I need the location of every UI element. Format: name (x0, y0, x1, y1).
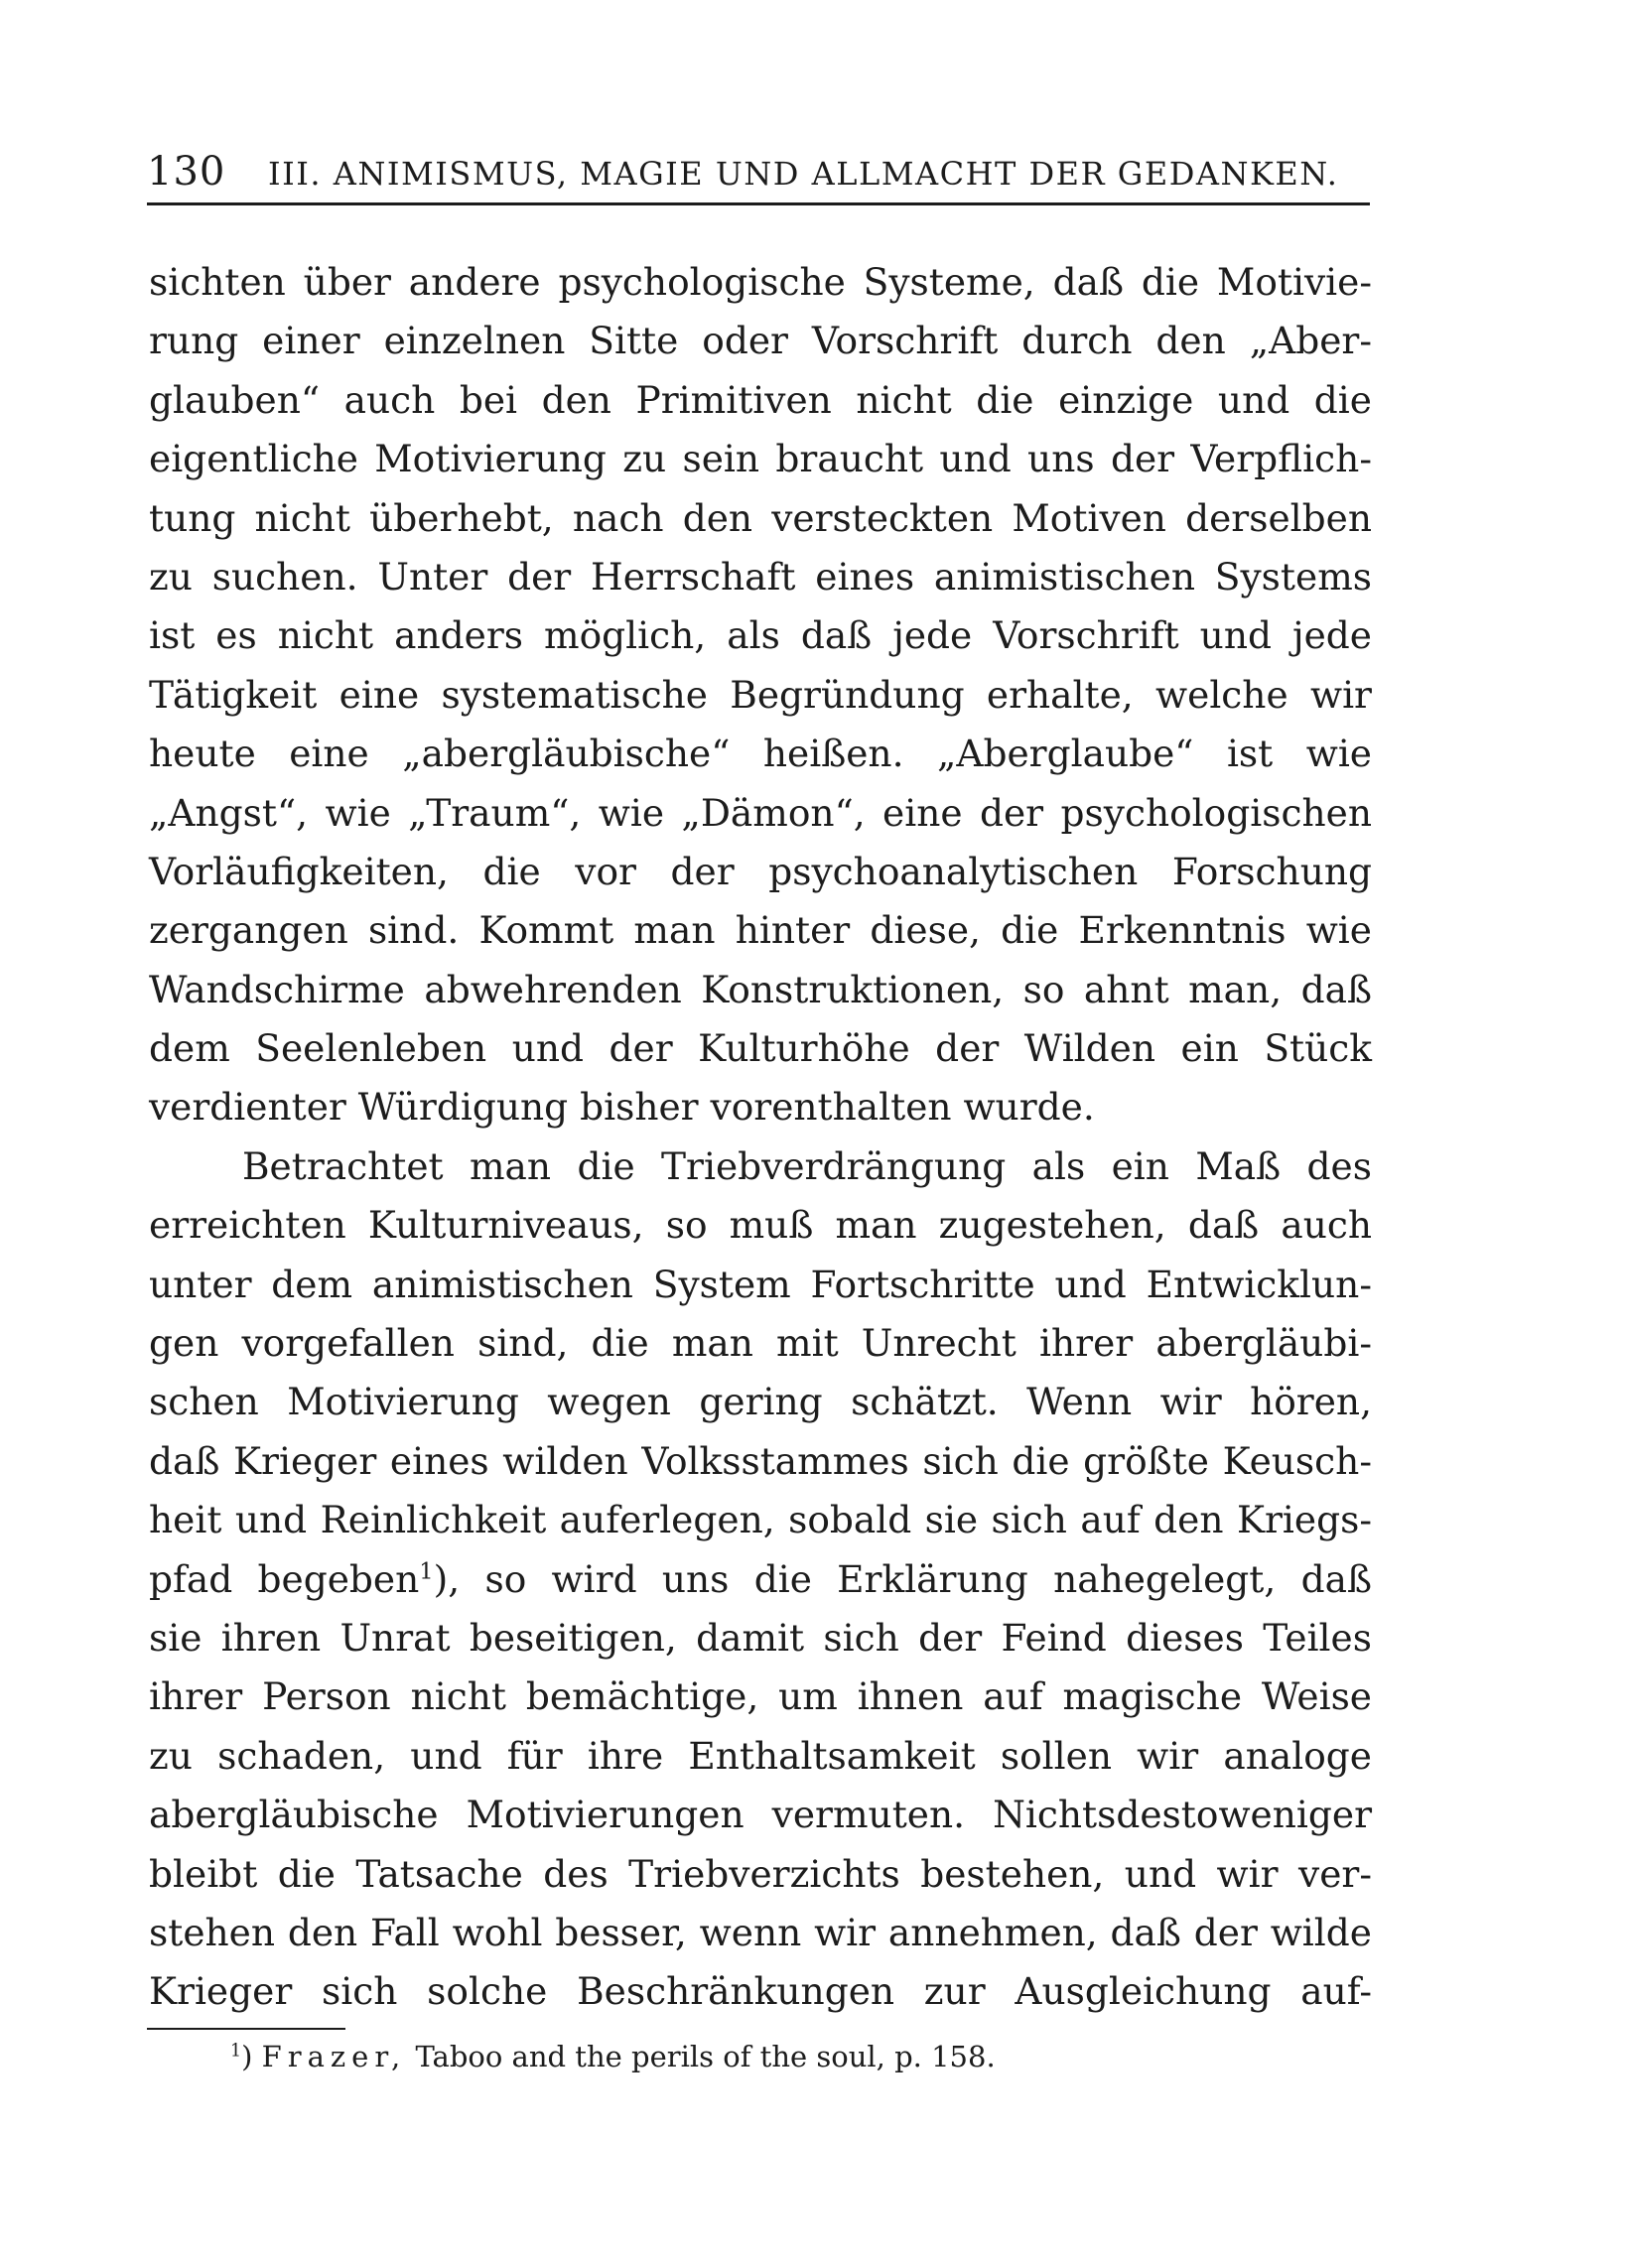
text-line: erreichten Kulturniveaus, so muß man zugestehen, daß auch (149, 1203, 1372, 1248)
text-line: unter dem animistischen System Fortschritte und Entwicklun- (149, 1262, 1372, 1306)
running-header (147, 149, 1370, 199)
text-line: tung nicht überhebt, nach den versteckten Motiven derselben (149, 495, 1372, 540)
footnote-reference: 1 (419, 1558, 434, 1585)
text-line: zu schaden, und für ihre Enthaltsamkeit sollen wir analoge (149, 1733, 1372, 1778)
running-title: III. ANIMISMUS, MAGIE UND ALLMACHT DER GEDANKEN. (268, 155, 1339, 193)
text-line: „Angst“, wie „Traum“, wie „Dämon“, eine der psychologischen (149, 790, 1372, 835)
text-line: gen vorgefallen sind, die man mit Unrecht ihrer abergläubi- (149, 1321, 1372, 1366)
text-line: ist es nicht anders möglich, als daß jede Vorschrift und jede (149, 613, 1372, 658)
footnote-marker: 1 (230, 2041, 242, 2062)
page-number: 130 (147, 149, 226, 195)
footnote-author: Frazer, (261, 2040, 407, 2073)
text-line: schen Motivierung wegen gering schätzt. Wenn wir hören, (149, 1380, 1372, 1424)
text-line: Vorläufigkeiten, die vor der psychoanalytischen Forschung (149, 849, 1372, 893)
text-line: stehen den Fall wohl besser, wenn wir annehmen, daß der wilde (149, 1910, 1372, 1954)
text-line: eigentliche Motivierung zu sein braucht und uns der Verpflich- (149, 437, 1372, 481)
footnote-marker-close: ) (241, 2040, 253, 2073)
header-rule (147, 202, 1370, 205)
text-line: dem Seelenleben und der Kulturhöhe der Wilden ein Stück (149, 1026, 1372, 1071)
text-fragment: ), so wird uns die Erklärung nahegelegt, daß (433, 1556, 1372, 1601)
text-line: daß Krieger eines wilden Volksstammes sich die größte Keusch- (149, 1438, 1372, 1483)
text-line: zergangen sind. Kommt man hinter diese, die Erkenntnis wie (149, 908, 1372, 953)
text-line: heute eine „abergläubische“ heißen. „Aberglaube“ ist wie (149, 732, 1372, 776)
text-line: zu suchen. Unter der Herrschaft eines animistischen Systems (149, 554, 1372, 599)
text-line: rung einer einzelnen Sitte oder Vorschrift durch den „Aber- (149, 319, 1372, 363)
text-line: sichten über andere psychologische Systeme, daß die Motivie- (149, 260, 1372, 304)
text-line-with-footnote-ref (149, 1550, 1372, 1609)
text-line: ihrer Person nicht bemächtige, um ihnen auf magische Weise (149, 1674, 1372, 1719)
text-line: Wandschirme abwehrenden Konstruktionen, so ahnt man, daß (149, 967, 1372, 1011)
text-line: Krieger sich solche Beschränkungen zur Ausgleichung auf- (149, 1969, 1372, 2014)
text-line: verdienter Würdigung bisher vorenthalten wurde. (149, 1085, 1095, 1130)
footnote-text: Taboo and the perils of the soul, p. 158. (415, 2040, 996, 2073)
footnote (230, 2035, 1322, 2078)
text-line: abergläubische Motivierungen vermuten. Nichtsdestoweniger (149, 1793, 1372, 1837)
text-line: sie ihren Unrat beseitigen, damit sich der Feind dieses Teiles (149, 1615, 1372, 1660)
footnote-rule (147, 2028, 345, 2030)
body-text (149, 253, 1372, 2022)
text-fragment: pfad begeben (149, 1556, 420, 1601)
text-line: Tätigkeit eine systematische Begründung erhalte, welche wir (149, 672, 1372, 717)
text-line: Betrachtet man die Triebverdrängung als ein Maß des (242, 1143, 1372, 1188)
text-line: heit und Reinlichkeit auferlegen, sobald sie sich auf den Kriegs- (149, 1498, 1372, 1542)
text-line: glauben“ auch bei den Primitiven nicht die einzige und die (149, 377, 1372, 422)
text-line: bleibt die Tatsache des Triebverzichts bestehen, und wir ver- (149, 1851, 1372, 1896)
